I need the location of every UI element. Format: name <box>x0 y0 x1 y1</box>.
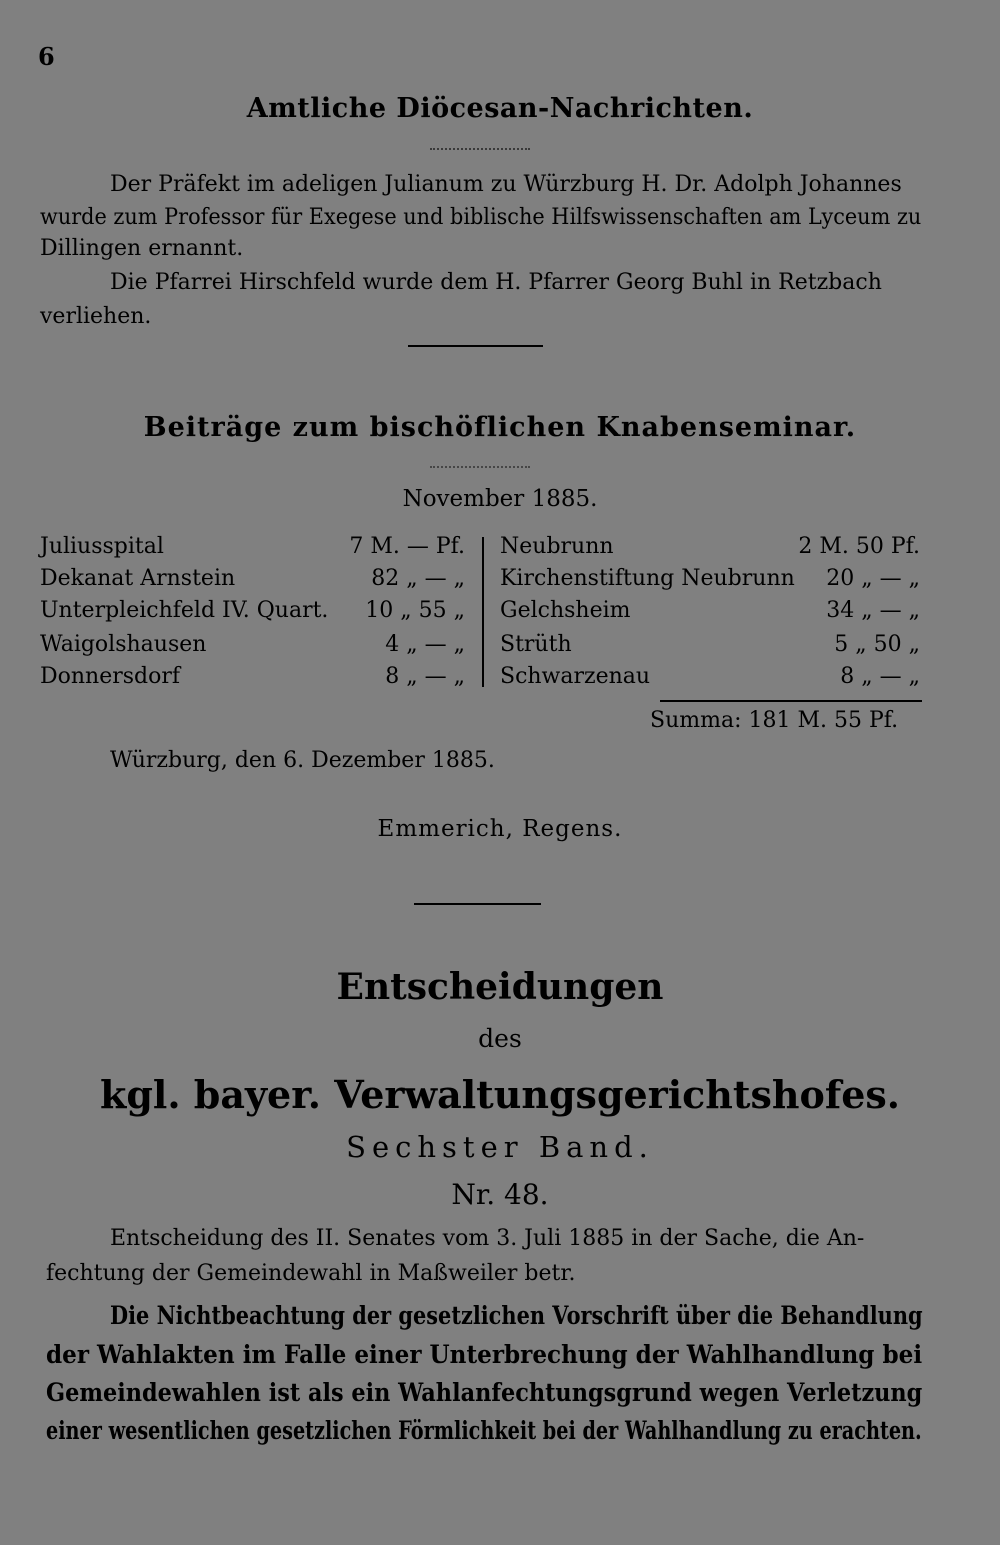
contribution-name: Schwarzenau <box>500 664 651 689</box>
contribution-amount: 2 M. 50 Pf. <box>798 534 920 559</box>
court-name-title: kgl. bayer. Verwaltungsgerichtshofes. <box>99 1072 900 1117</box>
decision-description-line: fechtung der Gemeindewahl in Maßweiler betr. <box>46 1261 576 1286</box>
section-title-contributions: Beiträge zum bischöflichen Knabenseminar. <box>143 412 857 443</box>
contribution-amount: 10 „ 55 „ <box>365 598 465 623</box>
contribution-amount: 7 M. — Pf. <box>349 534 465 559</box>
volume-heading: Sechster Band. <box>346 1130 654 1164</box>
contribution-amount: 5 „ 50 „ <box>834 632 920 657</box>
paragraph-line: verliehen. <box>40 304 152 329</box>
section-rule <box>408 345 543 347</box>
headnote-line: einer wesentlichen gesetzlichen Förmlichkeit bei der Wahlhandlung zu erachten. <box>46 1416 922 1445</box>
contribution-name: Donnersdorf <box>40 664 181 689</box>
contribution-name: Unterpleichfeld IV. Quart. <box>40 598 329 623</box>
headnote-line: Die Nichtbeachtung der gesetzlichen Vorschrift über die Behandlung <box>110 1301 923 1330</box>
contribution-amount: 8 „ — „ <box>385 664 465 689</box>
column-divider <box>482 537 484 687</box>
contribution-amount: 20 „ — „ <box>826 566 920 591</box>
contribution-amount: 8 „ — „ <box>840 664 920 689</box>
month-heading: November 1885. <box>402 486 598 512</box>
ornament-divider <box>430 138 530 150</box>
contribution-name: Neubrunn <box>500 534 614 559</box>
contribution-name: Juliusspital <box>40 534 164 559</box>
section-rule <box>414 903 541 905</box>
contribution-amount: 4 „ — „ <box>385 632 465 657</box>
headnote-line: der Wahlakten im Falle einer Unterbrechung der Wahlhandlung bei <box>46 1340 923 1369</box>
place-date-line: Würzburg, den 6. Dezember 1885. <box>110 748 495 773</box>
contribution-name: Gelchsheim <box>500 598 631 623</box>
page-number: 6 <box>38 42 55 71</box>
decision-description-line: Entscheidung des II. Senates vom 3. Juli 1885 in der Sache, die An- <box>110 1226 865 1251</box>
ornament-divider <box>430 458 530 468</box>
contribution-amount: 82 „ — „ <box>371 566 465 591</box>
contribution-name: Kirchenstiftung Neubrunn <box>500 566 795 591</box>
contribution-name: Waigolshausen <box>40 632 207 657</box>
section-title-diocesan-news: Amtliche Diöcesan-Nachrichten. <box>246 93 754 124</box>
headnote-line: Gemeindewahlen ist als ein Wahlanfechtungsgrund wegen Verletzung <box>46 1378 923 1407</box>
contribution-amount: 34 „ — „ <box>826 598 920 623</box>
decisions-title-connector: des <box>478 1024 522 1053</box>
decisions-title: Entscheidungen <box>336 966 664 1008</box>
paragraph-line: Der Präfekt im adeligen Julianum zu Würzburg H. Dr. Adolph Johannes <box>110 172 902 197</box>
paragraph-line: wurde zum Professor für Exegese und biblische Hilfswissenschaften am Lyceum zu <box>40 205 922 230</box>
sum-total: Summa: 181 M. 55 Pf. <box>650 708 899 733</box>
paragraph-line: Dillingen ernannt. <box>40 236 244 261</box>
sum-rule <box>660 700 922 702</box>
paragraph-line: Die Pfarrei Hirschfeld wurde dem H. Pfarrer Georg Buhl in Retzbach <box>110 270 882 295</box>
contribution-name: Dekanat Arnstein <box>40 566 236 591</box>
contribution-name: Strüth <box>500 632 572 657</box>
signature-line: Emmerich, Regens. <box>377 816 623 842</box>
decision-number: Nr. 48. <box>451 1178 549 1211</box>
